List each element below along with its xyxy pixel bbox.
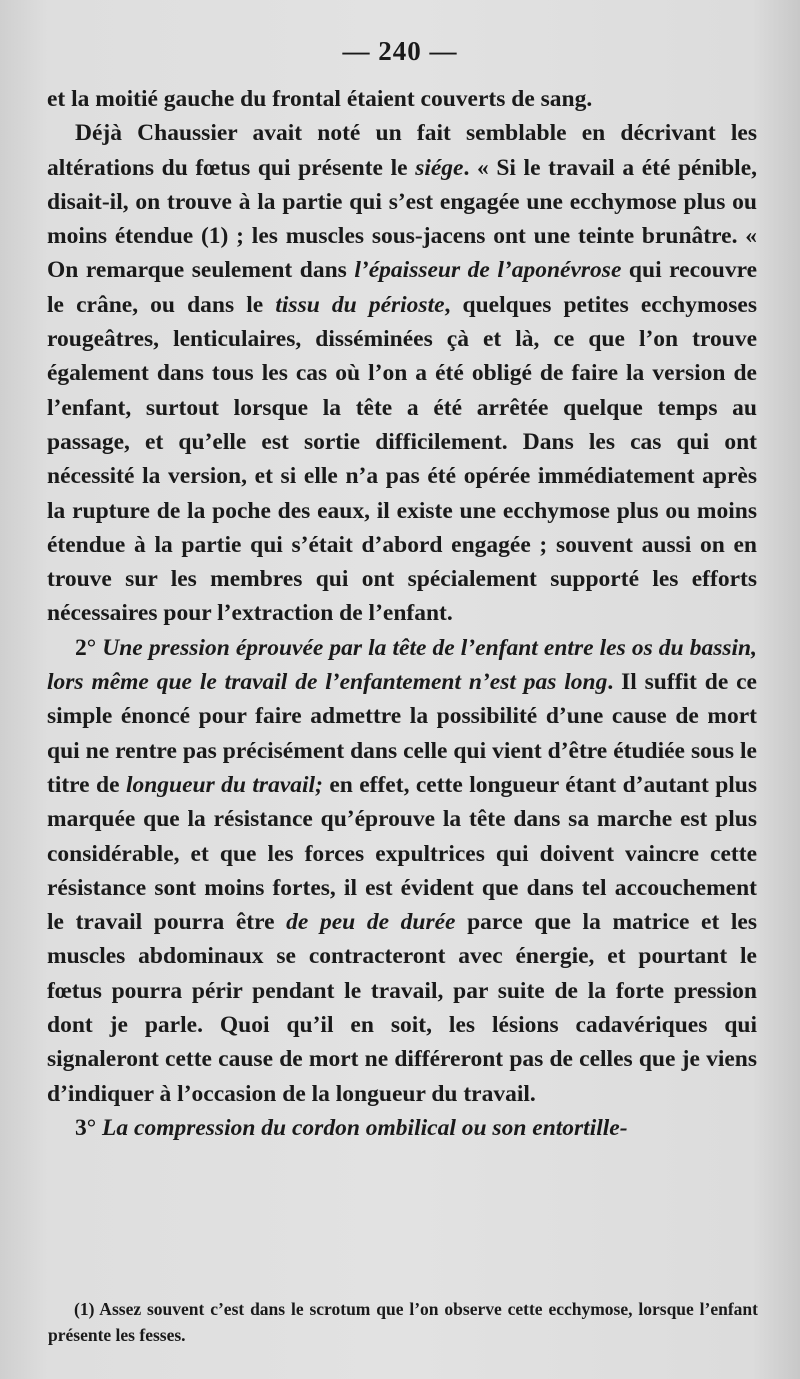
paragraph-1: et la moitié gauche du frontal étaient couverts de sang. xyxy=(47,86,593,112)
text-run: . Il suffit de ce simple énoncé pour faire admettre la possibilité d’une cause de mort qui ne rentre pas précisément dans celle qui vient d’être étudiée sous le titre de xyxy=(47,669,757,798)
section-number: 3° xyxy=(75,1114,97,1141)
paragraph-4 xyxy=(47,1111,757,1145)
text-run: parce que la matrice et les muscles abdominaux se contracteront avec énergie, et pourtant le fœtus pourra périr pendant le travail, par suite de la forte pression dont je parle. Quoi qu’il en soit, les lésions cadavériques qui signaleront cette cause de mort ne différeront pas de celles que je viens d’indiquer à l’occasion de la longueur du travail. xyxy=(47,909,757,1107)
section-heading: Une pression éprouvée par la tête de l’enfant entre les os du bassin, lors même que le travail de l’enfantement n’est pas long xyxy=(47,634,757,696)
italic-run: tissu du périoste xyxy=(275,291,445,318)
footnote: (1) Assez souvent c’est dans le scrotum que l’on observe cette ecchymose, lorsque l’enfant présente les fesses. xyxy=(48,1299,758,1345)
italic-run: de peu de durée xyxy=(286,909,456,936)
italic-run: l’épaisseur de l’aponévrose xyxy=(354,257,622,284)
paragraph-2 xyxy=(47,116,757,630)
text-run: qui recouvre le crâne, ou dans le xyxy=(47,257,758,318)
section-number: 2° xyxy=(75,634,97,661)
body-text xyxy=(47,82,757,1145)
text-run: en effet, cette longueur étant d’autant plus marquée que la résistance qu’éprouve la tête dans sa marche est plus considérable, et que les forces expultrices qui doivent vaincre cette résistance sont moins fortes, il est évident que dans tel accouchement le travail pourra être xyxy=(47,771,758,936)
page-number: — 240 — xyxy=(342,36,458,66)
paragraph-3 xyxy=(47,631,757,1111)
text-run: , quelques petites ecchymoses rougeâtres, lenticulaires, disséminées çà et là, ce que l’on trouve également dans tous les cas où l’on a été obligé de faire la version de l’enfant, surtout lorsque la tête a été arrêtée quelque temps au passage, et qu’elle est sortie difficilement. Dans les cas qui ont nécessité la version, et si elle n’a pas été opérée immédiatement après la rupture de la poche des eaux, il existe une ecchymose plus ou moins étendue à la partie qui s’était d’abord engagée ; souvent aussi on en trouve sur les membres qui ont spécialement supporté les efforts nécessaires pour l’extraction de l’enfant. xyxy=(47,291,758,627)
italic-run: siége xyxy=(415,154,464,181)
text-run: Déjà Chaussier avait noté un fait semblable en décrivant les altérations du fœtus qui présente le xyxy=(47,120,757,181)
section-heading: La compression du cordon ombilical ou son entortille- xyxy=(102,1114,628,1141)
text-run: . « Si le travail a été pénible, disait-il, on trouve à la partie qui s’est engagée une ecchymose plus ou moins étendue (1) ; les muscles sous-jacens ont une teinte brunâtre. « On remarque seulement dans xyxy=(47,154,757,284)
italic-run: longueur du travail; xyxy=(125,771,323,798)
